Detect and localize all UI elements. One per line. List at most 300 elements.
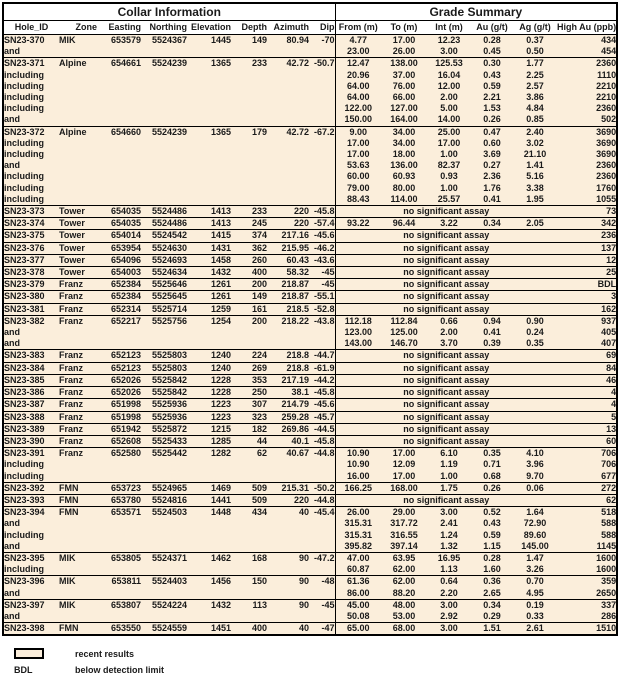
cell-northing: 5525803 [141,362,187,374]
cell-high-au: 1510 [557,623,617,636]
cell-interval: 2.00 [427,327,471,338]
cell-to: 168.00 [381,482,427,494]
cell-elevation: 1462 [187,552,231,564]
cell-zone: Tower [59,242,97,254]
cell-easting: 653571 [97,507,141,519]
cell-easting: 653723 [97,482,141,494]
cell-to: 63.95 [381,552,427,564]
cell-to: 146.70 [381,338,427,350]
cell-easting: 653807 [97,599,141,611]
table-row [3,35,617,47]
cell-elevation [187,518,231,529]
cell-elevation [187,149,231,160]
cell-to: 138.00 [381,58,427,70]
cell-dip: -47 [309,623,335,636]
cell-northing [141,149,187,160]
drill-results-sheet [0,2,620,689]
cell-au: 0.52 [471,507,513,519]
cell-ag: 0.33 [513,611,557,623]
cell-northing: 5525433 [141,435,187,447]
cell-interval: 3.00 [427,507,471,519]
cell-elevation: 1432 [187,267,231,279]
cell-northing: 5524693 [141,254,187,266]
cell-to: 127.00 [381,103,427,114]
cell-depth: 182 [231,423,267,435]
cell-dip: -44.2 [309,374,335,386]
cell-zone [59,588,97,600]
cell-easting: 652217 [97,315,141,327]
cell-hole-id: SN23-392 [3,482,59,494]
cell-zone: FMN [59,482,97,494]
cell-zone: MIK [59,552,97,564]
cell-azimuth [267,103,309,114]
cell-depth: 260 [231,254,267,266]
cell-hole-id: SN23-379 [3,279,59,291]
cell-dip: -45.6 [309,230,335,242]
table-row [3,374,617,386]
cell-northing [141,541,187,553]
cell-depth: 44 [231,435,267,447]
cell-dip: -45 [309,267,335,279]
cell-elevation: 1223 [187,411,231,423]
cell-interval: 3.00 [427,46,471,58]
cell-elevation [187,160,231,171]
cell-easting [97,471,141,483]
cell-azimuth: 40 [267,623,309,636]
cell-au: 0.43 [471,518,513,529]
col-header-northing: Northing [141,21,187,35]
cell-zone [59,149,97,160]
cell-depth [231,471,267,483]
cell-azimuth: 90 [267,599,309,611]
cell-northing: 5524239 [141,58,187,70]
cell-northing: 5524542 [141,230,187,242]
cell-interval: 1.19 [427,459,471,470]
cell-high-au: 84 [557,362,617,374]
cell-easting: 651998 [97,399,141,411]
cell-elevation: 1261 [187,279,231,291]
table-row [3,149,617,160]
cell-elevation: 1431 [187,242,231,254]
cell-ag: 1.95 [513,194,557,206]
col-header-dip: Dip [309,21,335,35]
cell-azimuth: 42.72 [267,58,309,70]
table-row [3,70,617,81]
cell-hole-id: and [3,338,59,350]
col-header-zone: Zone [59,21,97,35]
cell-high-au: 677 [557,471,617,483]
cell-easting [97,338,141,350]
recent-results-label: recent results [75,649,135,659]
cell-zone: MIK [59,599,97,611]
table-row [3,194,617,206]
cell-zone: Franz [59,279,97,291]
cell-hole-id: including [3,459,59,470]
cell-northing [141,138,187,149]
cell-azimuth [267,46,309,58]
cell-interval: 1.75 [427,482,471,494]
cell-no-assay: no significant assay [335,350,557,362]
cell-dip: -44.7 [309,350,335,362]
legend-recent-results-row [14,647,164,661]
cell-depth [231,103,267,114]
cell-zone [59,541,97,553]
cell-northing [141,81,187,92]
cell-from: 12.47 [335,58,381,70]
bdl-label: below detection limit [75,665,165,675]
cell-zone: Tower [59,230,97,242]
cell-azimuth: 80.94 [267,35,309,47]
cell-depth: 434 [231,507,267,519]
cell-zone [59,114,97,126]
cell-depth [231,611,267,623]
cell-to: 397.14 [381,541,427,553]
cell-northing: 5525936 [141,411,187,423]
cell-easting: 651942 [97,423,141,435]
cell-elevation [187,588,231,600]
cell-elevation: 1445 [187,35,231,47]
cell-easting: 654035 [97,206,141,218]
cell-hole-id: SN23-382 [3,315,59,327]
cell-elevation: 1215 [187,423,231,435]
cell-high-au: 3690 [557,138,617,149]
cell-hole-id: SN23-380 [3,291,59,303]
table-row [3,338,617,350]
table-row [3,218,617,230]
cell-dip: -67.2 [309,126,335,138]
cell-no-assay: no significant assay [335,242,557,254]
cell-interval: 0.93 [427,171,471,182]
cell-from: 16.00 [335,471,381,483]
cell-northing: 5524559 [141,623,187,636]
cell-zone: Franz [59,387,97,399]
cell-azimuth [267,194,309,206]
cell-hole-id: SN23-388 [3,411,59,423]
cell-ag: 2.61 [513,623,557,636]
cell-from: 166.25 [335,482,381,494]
cell-zone: Franz [59,291,97,303]
cell-ag: 0.90 [513,315,557,327]
cell-azimuth [267,338,309,350]
cell-depth [231,92,267,103]
cell-zone [59,471,97,483]
cell-au: 0.29 [471,611,513,623]
cell-to: 48.00 [381,599,427,611]
cell-zone [59,92,97,103]
cell-dip: -46.2 [309,242,335,254]
cell-zone [59,81,97,92]
cell-hole-id: SN23-393 [3,494,59,506]
cell-to: 29.00 [381,507,427,519]
cell-dip: -50.2 [309,482,335,494]
cell-to: 34.00 [381,138,427,149]
cell-high-au: 272 [557,482,617,494]
cell-zone: Franz [59,448,97,460]
cell-elevation [187,171,231,182]
cell-easting: 653805 [97,552,141,564]
cell-ag: 0.37 [513,35,557,47]
cell-au: 0.28 [471,35,513,47]
cell-northing [141,92,187,103]
cell-from: 61.36 [335,576,381,588]
cell-zone: Tower [59,206,97,218]
cell-ag: 89.60 [513,530,557,541]
cell-to: 17.00 [381,448,427,460]
cell-azimuth [267,611,309,623]
table-row [3,267,617,279]
cell-au: 0.35 [471,448,513,460]
cell-from: 50.08 [335,611,381,623]
cell-elevation: 1282 [187,448,231,460]
cell-dip: -55.1 [309,291,335,303]
bdl-code: BDL [14,665,33,675]
cell-interval: 12.23 [427,35,471,47]
cell-depth: 168 [231,552,267,564]
column-header-row [3,21,617,35]
cell-au: 0.39 [471,338,513,350]
cell-azimuth: 90 [267,552,309,564]
cell-high-au: 69 [557,350,617,362]
cell-ag: 2.40 [513,126,557,138]
cell-hole-id: and [3,611,59,623]
cell-northing: 5524634 [141,267,187,279]
cell-from: 4.77 [335,35,381,47]
cell-to: 96.44 [381,218,427,230]
cell-hole-id: and [3,160,59,171]
cell-no-assay: no significant assay [335,494,557,506]
cell-au: 0.60 [471,138,513,149]
cell-hole-id: and [3,518,59,529]
cell-interval: 1.32 [427,541,471,553]
table-row [3,138,617,149]
col-header-interval: Int (m) [427,21,471,35]
cell-elevation: 1228 [187,387,231,399]
cell-zone: MIK [59,35,97,47]
cell-from: 60.87 [335,564,381,576]
cell-high-au: 162 [557,303,617,315]
cell-azimuth: 40.67 [267,448,309,460]
cell-azimuth [267,183,309,194]
legend-bdl-row [14,663,164,677]
cell-zone: Tower [59,254,97,266]
cell-elevation: 1228 [187,374,231,386]
cell-elevation [187,541,231,553]
cell-hole-id: SN23-396 [3,576,59,588]
cell-hole-id: and [3,327,59,338]
cell-hole-id: SN23-373 [3,206,59,218]
table-row [3,350,617,362]
cell-ag: 0.35 [513,338,557,350]
cell-au: 0.34 [471,599,513,611]
cell-ag: 3.02 [513,138,557,149]
cell-northing [141,183,187,194]
cell-elevation [187,114,231,126]
cell-azimuth [267,471,309,483]
cell-high-au: 2650 [557,588,617,600]
cell-zone: Alpine [59,58,97,70]
cell-from: 10.90 [335,448,381,460]
cell-easting [97,530,141,541]
cell-interval: 16.04 [427,70,471,81]
cell-from: 315.31 [335,530,381,541]
table-row [3,552,617,564]
cell-depth: 400 [231,267,267,279]
cell-easting [97,81,141,92]
cell-au: 0.30 [471,58,513,70]
table-row [3,518,617,529]
cell-elevation [187,103,231,114]
cell-northing [141,171,187,182]
cell-high-au: 62 [557,494,617,506]
cell-hole-id: and [3,114,59,126]
cell-northing [141,518,187,529]
cell-azimuth [267,530,309,541]
cell-au: 0.59 [471,530,513,541]
cell-ag: 1.47 [513,552,557,564]
cell-easting: 653579 [97,35,141,47]
cell-zone: MIK [59,576,97,588]
cell-to: 76.00 [381,81,427,92]
cell-from: 64.00 [335,92,381,103]
cell-zone [59,327,97,338]
cell-no-assay: no significant assay [335,411,557,423]
cell-from: 88.43 [335,194,381,206]
cell-easting: 652314 [97,303,141,315]
cell-northing [141,471,187,483]
cell-northing: 5524816 [141,494,187,506]
cell-from: 79.00 [335,183,381,194]
cell-zone: Tower [59,267,97,279]
cell-elevation: 1223 [187,399,231,411]
table-row [3,291,617,303]
cell-azimuth: 40 [267,507,309,519]
cell-depth [231,70,267,81]
cell-elevation: 1365 [187,58,231,70]
cell-azimuth [267,564,309,576]
cell-elevation: 1415 [187,230,231,242]
cell-hole-id: SN23-394 [3,507,59,519]
cell-easting: 654096 [97,254,141,266]
table-row [3,171,617,182]
cell-zone [59,160,97,171]
cell-interval: 3.22 [427,218,471,230]
cell-au: 0.41 [471,327,513,338]
cell-au: 0.71 [471,459,513,470]
cell-ag: 0.85 [513,114,557,126]
table-body [3,35,617,636]
cell-zone: FMN [59,507,97,519]
cell-high-au: 46 [557,374,617,386]
cell-dip [309,518,335,529]
cell-hole-id: SN23-377 [3,254,59,266]
cell-northing: 5524486 [141,206,187,218]
cell-high-au: 73 [557,206,617,218]
cell-azimuth [267,459,309,470]
cell-to: 17.00 [381,471,427,483]
cell-high-au: 1110 [557,70,617,81]
cell-elevation: 1254 [187,315,231,327]
cell-ag: 0.19 [513,599,557,611]
cell-dip: -45.8 [309,387,335,399]
cell-hole-id: SN23-375 [3,230,59,242]
cell-azimuth [267,160,309,171]
cell-dip [309,338,335,350]
cell-hole-id: SN23-381 [3,303,59,315]
cell-ag: 1.77 [513,58,557,70]
cell-azimuth [267,70,309,81]
cell-from: 9.00 [335,126,381,138]
cell-depth: 269 [231,362,267,374]
cell-high-au: 25 [557,267,617,279]
table-row [3,303,617,315]
cell-hole-id: SN23-398 [3,623,59,636]
cell-easting: 652026 [97,374,141,386]
cell-zone [59,70,97,81]
cell-interval: 2.41 [427,518,471,529]
cell-dip [309,103,335,114]
cell-dip: -44.8 [309,494,335,506]
cell-elevation: 1259 [187,303,231,315]
cell-high-au: 454 [557,46,617,58]
cell-easting: 653780 [97,494,141,506]
cell-northing: 5525872 [141,423,187,435]
cell-no-assay: no significant assay [335,230,557,242]
cell-from: 93.22 [335,218,381,230]
cell-interval: 125.53 [427,58,471,70]
cell-interval: 2.92 [427,611,471,623]
cell-azimuth [267,588,309,600]
cell-northing: 5525646 [141,279,187,291]
cell-from: 86.00 [335,588,381,600]
cell-northing [141,564,187,576]
table-row [3,448,617,460]
cell-elevation: 1240 [187,350,231,362]
cell-azimuth [267,327,309,338]
cell-high-au: 2360 [557,160,617,171]
cell-hole-id: including [3,92,59,103]
cell-interval: 25.00 [427,126,471,138]
cell-interval: 82.37 [427,160,471,171]
cell-to: 66.00 [381,92,427,103]
cell-hole-id: SN23-389 [3,423,59,435]
table-row [3,362,617,374]
cell-depth: 161 [231,303,267,315]
cell-northing: 5524239 [141,126,187,138]
col-header-au: Au (g/t) [471,21,513,35]
cell-hole-id: including [3,471,59,483]
cell-zone [59,459,97,470]
cell-high-au: 286 [557,611,617,623]
cell-no-assay: no significant assay [335,291,557,303]
cell-zone: Alpine [59,126,97,138]
cell-northing: 5525714 [141,303,187,315]
cell-azimuth: 58.32 [267,267,309,279]
cell-elevation: 1285 [187,435,231,447]
cell-dip: -45.8 [309,435,335,447]
cell-high-au: 359 [557,576,617,588]
cell-high-au: BDL [557,279,617,291]
cell-northing [141,160,187,171]
cell-northing [141,459,187,470]
cell-northing [141,327,187,338]
cell-ag: 4.84 [513,103,557,114]
table-row [3,242,617,254]
cell-easting: 652580 [97,448,141,460]
table-row [3,530,617,541]
cell-dip: -48 [309,576,335,588]
cell-dip [309,194,335,206]
cell-depth [231,149,267,160]
